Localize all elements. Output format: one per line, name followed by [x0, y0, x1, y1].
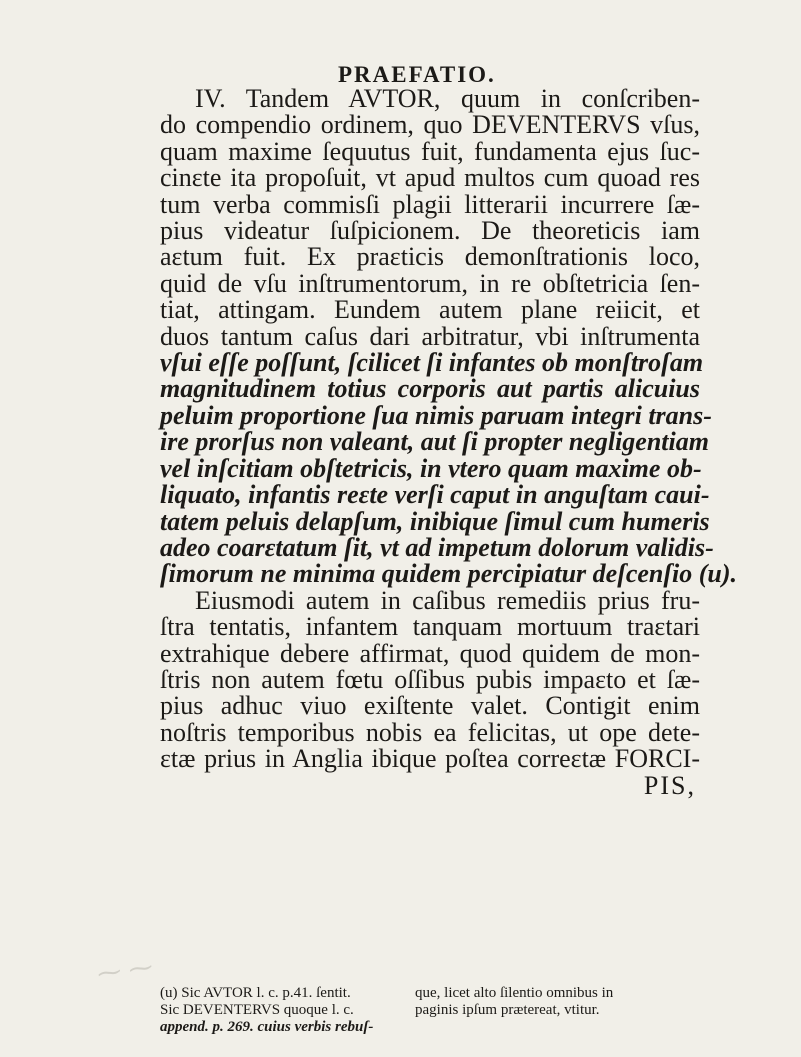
body-line: ſtris non autem fœtu oſſibus pubis impaɛto et ſæ-	[160, 664, 700, 694]
body-line: do compendio ordinem, quo DEVENTERVS vſus,	[160, 110, 700, 140]
body-line: noſtris temporibus nobis ea felicitas, ut ope dete-	[160, 717, 700, 747]
body-line: tum verba commisſi plagii litterarii incurrere ſæ-	[160, 189, 700, 219]
body-line: Eiusmodi autem in caſibus remediis prius fru-	[195, 585, 700, 615]
body-line-italic: vſui eſſe poſſunt, ſcilicet ſi infantes ob monſtroſam	[160, 348, 704, 378]
body-line: ɛtæ prius in Anglia ibique poſtea correɛtæ FORCI-	[160, 744, 700, 774]
body-line: IV. Tandem AVTOR, quum in conſcriben-	[195, 84, 700, 113]
footnote-left-column	[160, 985, 415, 1036]
footnote-line: (u) Sic AVTOR l. c. p.41. ſentit.	[160, 985, 351, 1001]
body-line-italic: tatem peluis delapſum, inibique ſimul cum humeris	[160, 506, 710, 536]
footnote-right-column	[415, 985, 700, 1036]
footnote-line: paginis ipſum prætereat, vtitur.	[415, 1002, 600, 1018]
body-line: pius adhuc viuo exiſtente valet. Contigit enim	[160, 691, 700, 721]
body-line-italic: ire prorſus non valeant, aut ſi propter negligentiam	[160, 427, 709, 457]
catchword: PIS,	[643, 770, 696, 800]
running-header: PRAEFATIO.	[338, 62, 496, 87]
body-line: quid de vſu inſtrumentorum, in re obſtetricia ſen-	[160, 268, 700, 298]
body-line: cinɛte ita propoſuit, vt apud multos cum quoad res	[160, 163, 700, 193]
footnote-line: append. p. 269. cuius verbis rebuſ-	[160, 1019, 374, 1035]
body-line: ſtra tentatis, infantem tanquam mortuum traɛtari	[160, 612, 700, 642]
footnote-spacer	[160, 799, 700, 805]
body-line-italic: vel inſcitiam obſtetricis, in vtero quam maxime ob-	[160, 453, 702, 483]
body-line: aɛtum fuit. Ex praɛticis demonſtrationis loco,	[160, 242, 700, 272]
body-line: extrahique debere affirmat, quod quidem de mon-	[160, 638, 700, 668]
body-line: duos tantum caſus dari arbitratur, vbi inſtrumenta	[160, 321, 700, 351]
body-line: pius videatur ſuſpicionem. De theoreticis iam	[160, 216, 700, 246]
body-line-italic: peluim proportione ſua nimis paruam integri trans-	[160, 400, 712, 430]
main-text	[160, 84, 738, 805]
faint-ink-marks: ⁓ ⁓	[95, 952, 155, 988]
body-line-italic: magnitudinem totius corporis aut partis alicuius	[160, 374, 700, 404]
body-line: quam maxime ſequutus fuit, fundamenta ejus ſuc-	[160, 136, 700, 166]
body-line-italic: adeo coarɛtatum ſit, vt ad impetum dolorum validis-	[160, 532, 714, 562]
footnote-line: Sic DEVENTERVS quoque l. c.	[160, 1002, 354, 1018]
footnotes	[160, 985, 700, 1036]
footnote-line: que, licet alto ſilentio omnibus in	[415, 985, 614, 1001]
body-line-italic: liquato, infantis reɛte verſi caput in anguſtam caui-	[160, 480, 710, 510]
body-line-italic: ſimorum ne minima quidem percipiatur deſcenſio (u).	[160, 559, 738, 589]
body-line: tiat, attingam. Eundem autem plane reiicit, et	[160, 295, 700, 325]
